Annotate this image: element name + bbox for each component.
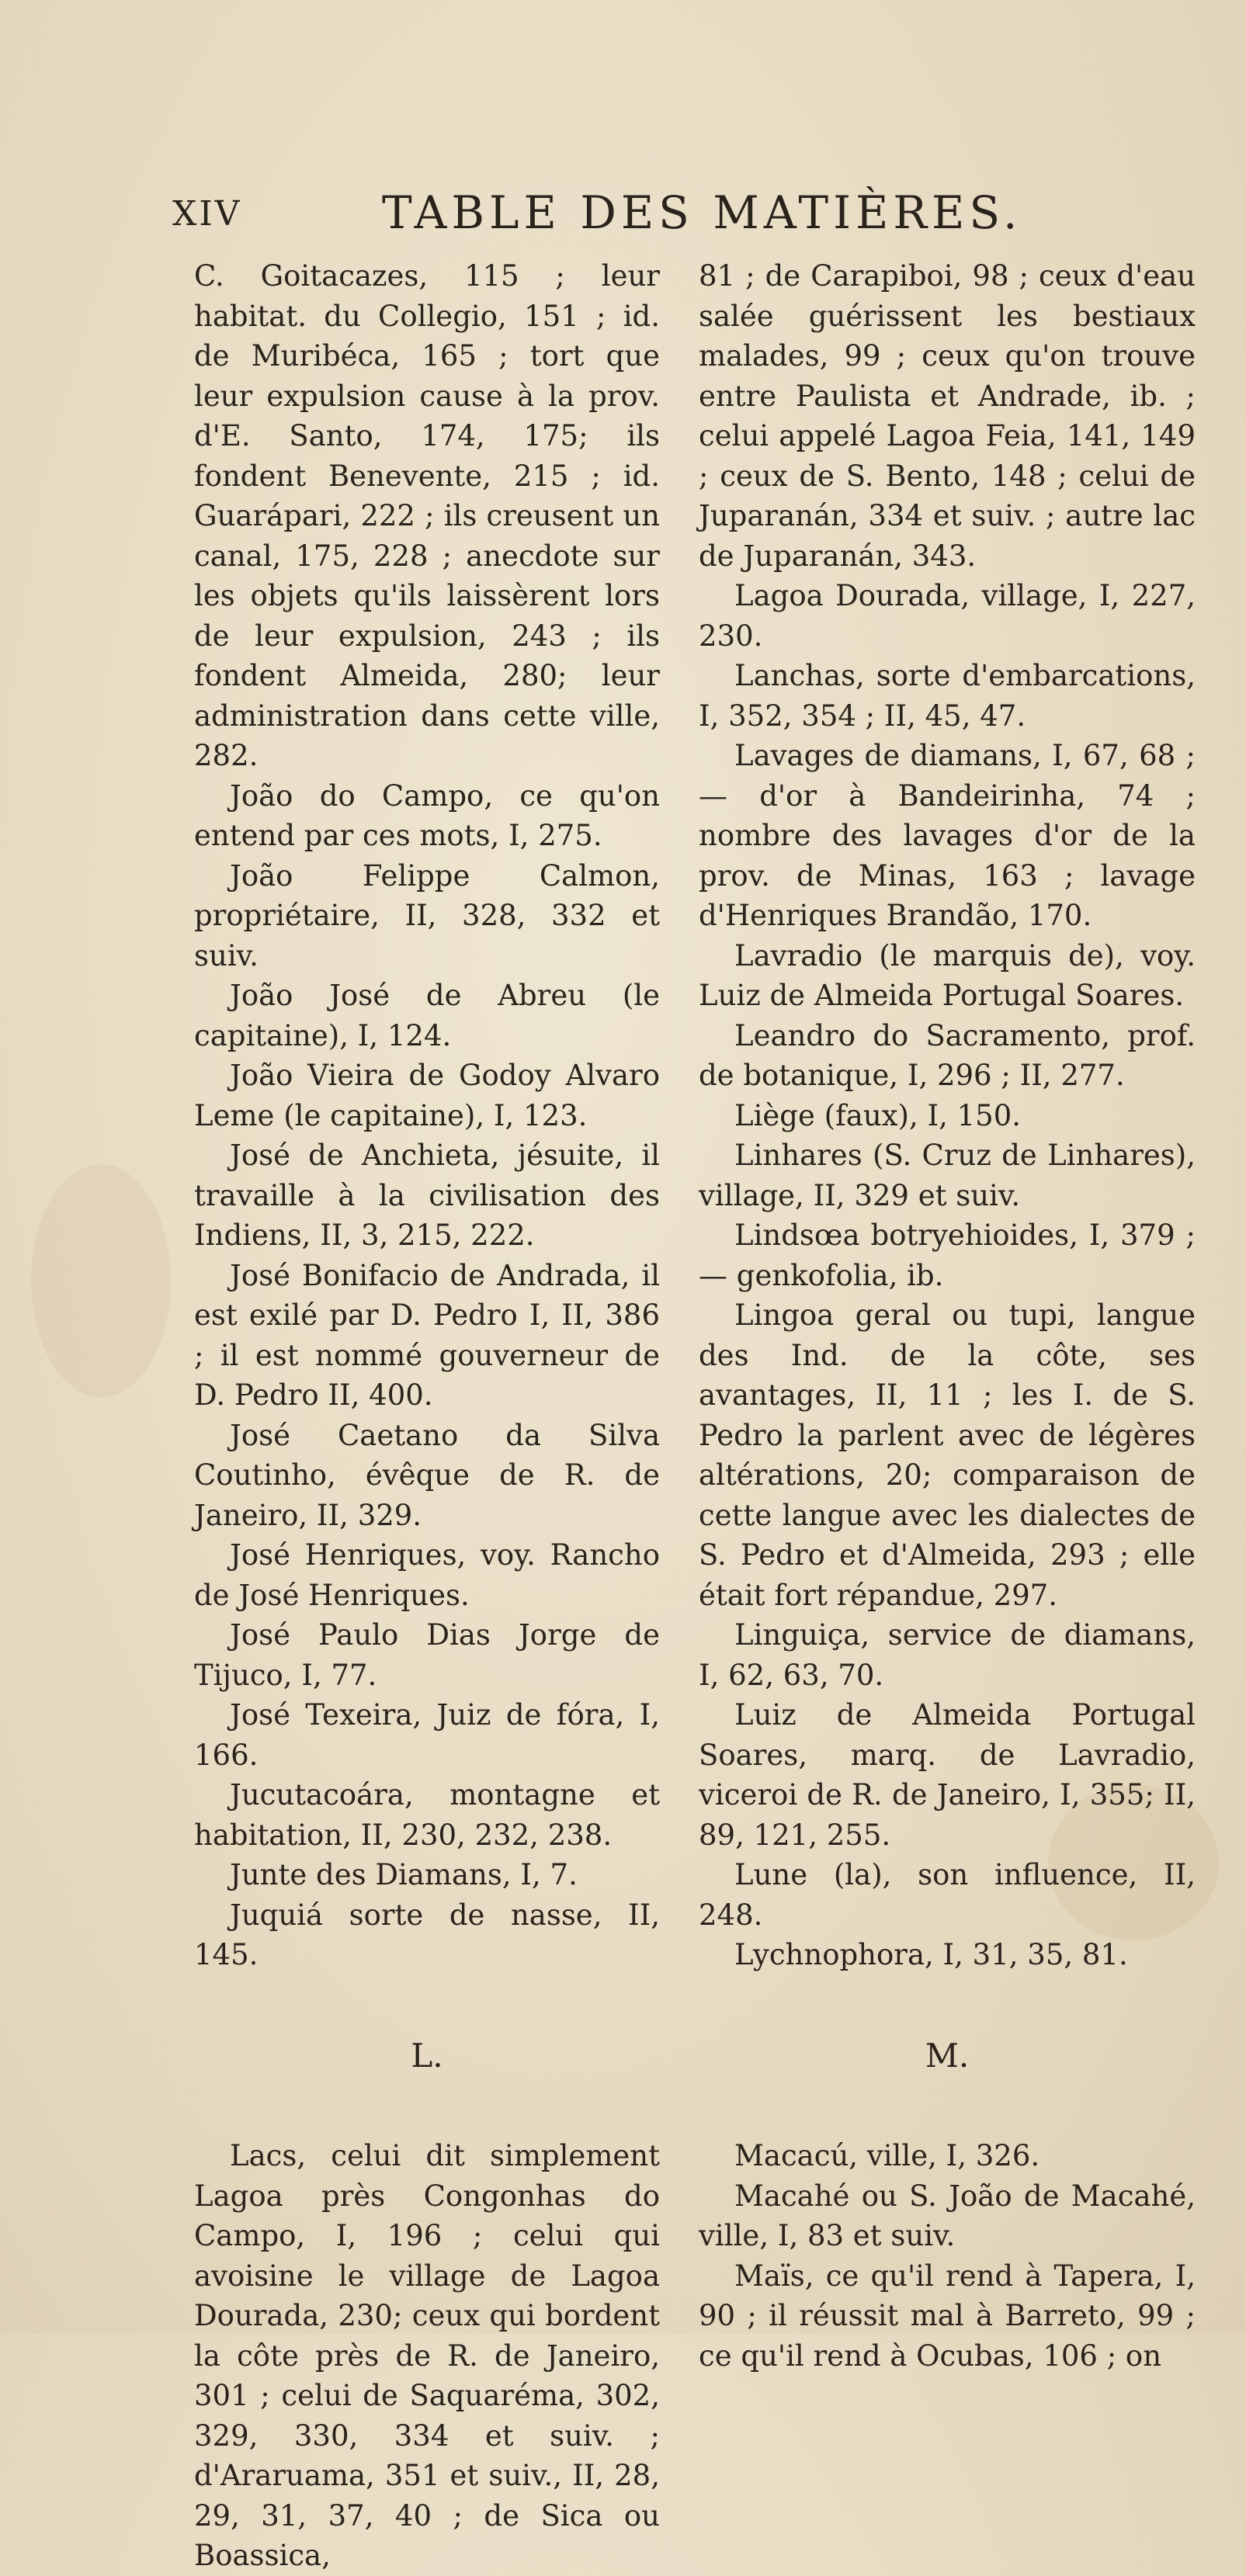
paper-stain bbox=[31, 1164, 171, 1397]
index-entry: Macacú, ville, I, 326. bbox=[734, 2139, 1040, 2172]
index-entry: Linhares (S. Cruz de Linhares), village, II, 329 et suiv. bbox=[699, 1139, 1196, 1212]
index-entry: Lavages de diamans, I, 67, 68 ; — d'or à Bandeirinha, 74 ; nombre des lavages d'or de la prov. de Minas, 163 ; lavage d'Henriques Brandão, 170. bbox=[699, 739, 1196, 932]
page-number: XIV bbox=[172, 194, 242, 234]
running-title: TABLE DES MATIÈRES. bbox=[382, 186, 1022, 239]
index-entry: Maïs, ce qu'il rend à Tapera, I, 90 ; il réussit mal à Barreto, 99 ; ce qu'il rend à Ocubas, 106 ; on bbox=[699, 2259, 1196, 2373]
index-entry: José de Anchieta, jésuite, il travaille à la civilisation des Indiens, II, 3, 215, 222. bbox=[194, 1139, 660, 1252]
index-entry: José Bonifacio de Andrada, il est exilé par D. Pedro I, II, 386 ; il est nommé gouverneur de D. Pedro II, 400. bbox=[194, 1258, 660, 1412]
left-column bbox=[194, 256, 660, 2576]
right-entries-m bbox=[699, 2136, 1196, 2376]
index-entry: João Vieira de Godoy Alvaro Leme (le capitaine), I, 123. bbox=[194, 1059, 660, 1132]
section-letter-l: L. bbox=[411, 2036, 443, 2075]
right-entries-l bbox=[699, 256, 1196, 1975]
index-entry: Lanchas, sorte d'embarcations, I, 352, 354 ; II, 45, 47. bbox=[699, 659, 1196, 733]
right-column bbox=[699, 256, 1196, 2376]
index-entry: João Felippe Calmon, propriétaire, II, 328, 332 et suiv. bbox=[194, 858, 660, 973]
index-entry: Lychnophora, I, 31, 35, 81. bbox=[734, 1938, 1128, 1971]
index-entry: Leandro do Sacramento, prof. de botanique, I, 296 ; II, 277. bbox=[699, 1018, 1196, 1092]
index-entry: C. Goitacazes, 115 ; leur habitat. du Collegio, 151 ; id. de Muribéca, 165 ; tort que leur expulsion cause à la prov. d'E. Santo, 174, 175; ils fondent Benevente, 215 ; id. Guarápari, 222 ; ils creusent un canal, 175, 228 ; anecdote sur les objets qu'ils laissèrent lors de leur expulsion, 243 ; ils fondent Almeida, 280; leur administration dans cette ville, 282. bbox=[194, 259, 660, 772]
index-entry: João do Campo, ce qu'on entend par ces mots, I, 275. bbox=[194, 778, 660, 852]
index-entry: José Paulo Dias Jorge de Tijuco, I, 77. bbox=[194, 1618, 660, 1692]
left-entries-j bbox=[194, 256, 660, 1975]
left-entries-l bbox=[194, 2136, 660, 2576]
index-entry: Lacs, celui dit simplement Lagoa près Congonhas do Campo, I, 196 ; celui qui avoisine le village de Lagoa Dourada, 230; ceux qui bordent la côte près de R. de Janeiro, 301 ; celui de Saquaréma, 302, 329, 330, 334 et suiv. ; d'Araruama, 351 et suiv., II, 28, 29, 31, 37, 40 ; de Sica ou Boassica, bbox=[194, 2139, 660, 2572]
index-entry: José Caetano da Silva Coutinho, évêque de R. de Janeiro, II, 329. bbox=[194, 1418, 660, 1532]
index-entry: Lagoa Dourada, village, I, 227, 230. bbox=[699, 579, 1196, 653]
index-entry: Linguiça, service de diamans, I, 62, 63, 70. bbox=[699, 1618, 1196, 1692]
index-entry: Luiz de Almeida Portugal Soares, marq. de Lavradio, viceroi de R. de Janeiro, I, 355; II, 89, 121, 255. bbox=[699, 1698, 1196, 1852]
index-entry: Junte des Diamans, I, 7. bbox=[230, 1858, 578, 1891]
index-entry: 81 ; de Carapiboi, 98 ; ceux d'eau salée guérissent les bestiaux malades, 99 ; ceux qu'on trouve entre Paulista et Andrade, ib. ; celui appelé Lagoa Feia, 141, 149 ; ceux de S. Bento, 148 ; celui de Juparanán, 334 et suiv. ; autre lac de Juparanán, 343. bbox=[699, 259, 1196, 573]
index-entry: João José de Abreu (le capitaine), I, 124. bbox=[194, 979, 660, 1052]
index-entry: José Henriques, voy. Rancho de José Henriques. bbox=[194, 1538, 660, 1612]
index-entry: José Texeira, Juiz de fóra, I, 166. bbox=[194, 1698, 660, 1772]
section-letter-m: M. bbox=[925, 2036, 970, 2075]
page-header bbox=[172, 186, 1022, 248]
index-entry: Lavradio (le marquis de), voy. Luiz de Almeida Portugal Soares. bbox=[699, 938, 1196, 1012]
index-entry: Liège (faux), I, 150. bbox=[734, 1098, 1022, 1132]
index-entry: Juquiá sorte de nasse, II, 145. bbox=[194, 1898, 660, 1971]
index-entry: Lindsœa botryehioides, I, 379 ; — genkofolia, ib. bbox=[699, 1219, 1196, 1292]
index-entry: Macahé ou S. João de Macahé, ville, I, 83 et suiv. bbox=[699, 2179, 1196, 2252]
index-entry: Lingoa geral ou tupi, langue des Ind. de la côte, ses avantages, II, 11 ; les I. de S. Pedro la parlent avec de légères altérations, 20; comparaison de cette langue avec les dialectes de S. Pedro et d'Almeida, 293 ; elle était fort répandue, 297. bbox=[699, 1298, 1196, 1612]
index-entry: Lune (la), son influence, II, 248. bbox=[699, 1858, 1196, 1932]
index-entry: Jucutacoára, montagne et habitation, II, 230, 232, 238. bbox=[194, 1778, 660, 1852]
